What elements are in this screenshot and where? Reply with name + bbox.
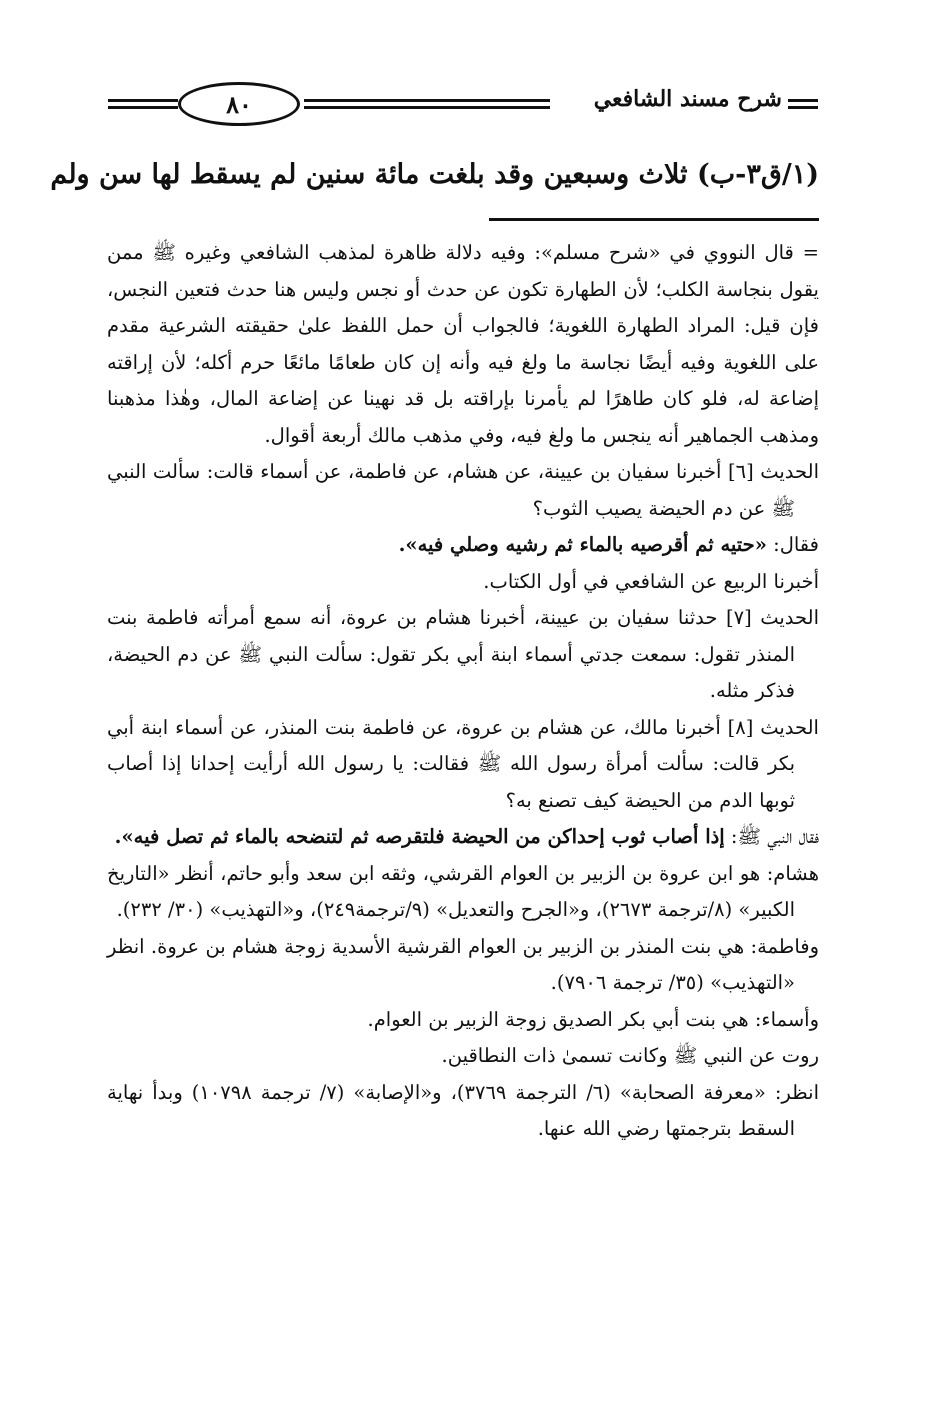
narrator-hisham: هشام: هو ابن عروة بن الزبير بن العوام القرشي، وثقه ابن سعد وأبو حاتم، أنظر «التاريخ الكبير» (٨/ترجمة ٢٦٧٣)، و«الجرح والتعديل» (٩/ترجمة٢٤٩)، و«التهذيب» (٣٠/ ٢٣٢). [107, 861, 819, 921]
narrator-fatima: وفاطمة: هي بنت المنذر بن الزبير بن العوام القرشية الأسدية زوجة هشام بن عروة. انظر «التهذيب» (٣٥/ ترجمة ٧٩٠٦). [107, 934, 819, 994]
header-rule [304, 98, 550, 110]
page-number-oval [178, 82, 300, 126]
answer-prefix: فقال: [766, 533, 819, 556]
answer-prefix: فقال النبي ﷺ: [724, 825, 819, 848]
hadith-7: الحديث [٧] حدثنا سفيان بن عيينة، أخبرنا هشام بن عروة، أنه سمع أمرأته فاطمة بنت المنذر تقول: سمعت جدتي أسماء ابنة أبي بكر تقول: سألت النبي ﷺ عن دم الحيضة، فذكر مثله. [107, 606, 819, 702]
header-double-rule-left [108, 98, 178, 110]
hadith-8: الحديث [٨] أخبرنا مالك، عن هشام بن عروة، عن فاطمة بنت المنذر، عن أسماء ابنة أبي بكر قالت: سألت أمرأة رسول الله ﷺ فقالت: يا رسول الله أرأيت إحدانا إذا أصاب ثوبها الدم من الحيضة كيف تصنع به؟ [107, 715, 819, 812]
references-note: انظر: «معرفة الصحابة» (٦/ الترجمة ٣٧٦٩)، و«الإصابة» (٧/ ترجمة ١٠٧٩٨) وبدأ نهاية السقط بترجمتها رضي الله عنها. [107, 1080, 819, 1140]
rabi-note: أخبرنا الربيع عن الشافعي في أول الكتاب. [483, 569, 819, 593]
header-title: شرح مسند الشافعي [593, 86, 782, 112]
answer-quote: «حتيه ثم أقرصيه بالماء ثم رشيه وصلي فيه». [398, 533, 767, 556]
narrator-asma-detail: روت عن النبي ﷺ وكانت تسمىٰ ذات النطاقين. [441, 1044, 819, 1067]
footnote-separator [489, 218, 819, 221]
hadith-6: الحديث [٦] أخبرنا سفيان بن عيينة، عن هشام، عن فاطمة، عن أسماء قالت: سألت النبي ﷺ عن دم الحيضة يصيب الثوب؟ [107, 460, 819, 520]
main-text-line: (١/ق٣-ب) ثلاث وسبعين وقد بلغت مائة سنين لم يسقط لها سن ولم [50, 159, 819, 190]
header-double-rule-right [788, 98, 818, 110]
page-header [108, 80, 818, 132]
hadith-8-answer [107, 819, 819, 856]
footnote-nawawi: = قال النووي في «شرح مسلم»: وفيه دلالة ظاهرة لمذهب الشافعي وغيره ﷺ ممن يقول بنجاسة الكلب؛ لأن الطهارة تكون عن حدث أو نجس وليس هنا حدث فتعين النجس، فإن قيل: المراد الطهارة اللغوية؛ فالجواب أن حمل اللفظ علىٰ حقيقته الشرعية مقدم على اللغوية وفيه أيضًا نجاسة ما ولغ فيه وأنه إن كان طعامًا مائعًا حرم أكله؛ لأن إراقته إضاعة له، فلو كان طاهرًا لم يأمرنا بإراقته بل قد نهينا عن إضاعة المال، وهٰذا مذهبنا ومذهب الجماهير أنه ينجس ما ولغ فيه، وفي مذهب مالك أربعة أقوال. [107, 241, 819, 447]
answer-quote: إذا أصاب ثوب إحداكن من الحيضة فلتقرصه ثم لتنضحه بالماء ثم تصل فيه». [114, 825, 725, 848]
hadith-6-answer [107, 527, 819, 564]
footnotes [107, 235, 819, 1148]
narrator-asma: وأسماء: هي بنت أبي بكر الصديق زوجة الزبير بن العوام. [367, 1007, 819, 1031]
page-number: ٨٠ [226, 89, 252, 119]
